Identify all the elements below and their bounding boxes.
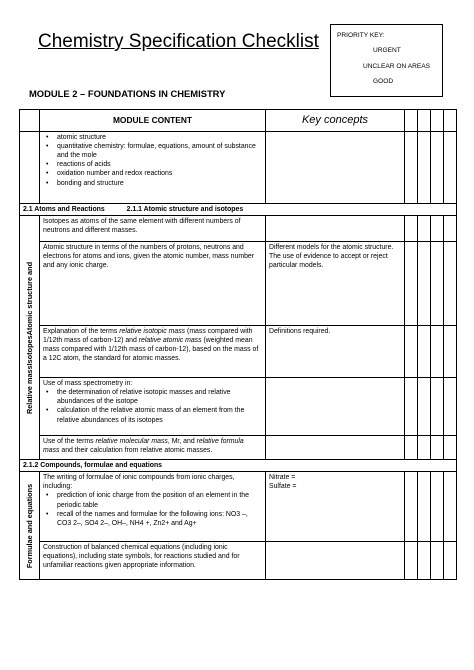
- check-cell[interactable]: [431, 378, 444, 436]
- table-row: [20, 436, 457, 460]
- check-cell[interactable]: [444, 242, 457, 326]
- content-text: Explanation of the terms: [43, 328, 120, 336]
- section-heading: 2.1.2 Compounds, formulae and equations: [23, 462, 162, 470]
- checklist-table: [19, 109, 457, 580]
- check-cell[interactable]: [444, 216, 457, 242]
- list-item: • prediction of ionic charge from the position of an element in the periodic table: [43, 491, 262, 509]
- section-heading-row: [20, 204, 457, 216]
- check-cell[interactable]: [431, 216, 444, 242]
- list-item: • the determination of relative isotopic masses and relative abundances of the isotope: [43, 388, 262, 406]
- check-cell[interactable]: [405, 242, 418, 326]
- header-key-concepts: Key concepts: [266, 110, 405, 132]
- module-content-cell: Atomic structure in terms of the numbers of protons, neutrons and electrons for atoms and ions, given the atomic number, mass number and any ionic charge.: [40, 242, 266, 326]
- content-text: Use of the terms: [43, 438, 96, 446]
- list-item: • calculation of the relative atomic mass of an element from the relative abundances of its isotopes: [43, 406, 262, 424]
- priority-good: GOOD: [373, 78, 394, 85]
- check-cell[interactable]: [405, 542, 418, 580]
- key-concept-text: Different models for the atomic structure.: [269, 244, 394, 252]
- list-item: • recall of the names and formulae for the following ions: NO3 –, CO3 2–, SO4 2–, OH–, NH4 +, Zn2+ and Ag+: [43, 510, 262, 528]
- list-item: • oxidation number and redox reactions: [43, 169, 262, 178]
- table-row: [20, 472, 457, 542]
- check-cell[interactable]: [431, 242, 444, 326]
- check-cell[interactable]: [431, 436, 444, 460]
- priority-key-box: [330, 24, 443, 97]
- content-text: (mass compared with 1/12th mass of carbon-12) and: [43, 328, 253, 345]
- header-blank-cell: [20, 110, 40, 132]
- module-content-cell: Isotopes as atoms of the same element with different numbers of neutrons and different masses.: [40, 216, 266, 242]
- ionic-formulae-list: [43, 491, 262, 527]
- check-cell[interactable]: [418, 378, 431, 436]
- check-cell[interactable]: [444, 110, 457, 132]
- table-header-row: [20, 110, 457, 132]
- section-subheading: 2.1.1 Atomic structure and isotopes: [126, 206, 244, 213]
- intro-topic-list: [43, 133, 262, 188]
- intro-row: [20, 132, 457, 204]
- check-cell[interactable]: [431, 472, 444, 542]
- table-row: [20, 542, 457, 580]
- table-row: [20, 378, 457, 436]
- check-cell[interactable]: [444, 326, 457, 378]
- term-relative-formula-mass: relative formula mass: [43, 438, 244, 455]
- intro-topic-list-cell: [40, 132, 266, 204]
- check-cell[interactable]: [405, 472, 418, 542]
- check-cell[interactable]: [431, 542, 444, 580]
- key-concepts-cell: [266, 436, 405, 460]
- page-title: Chemistry Specification Checklist: [38, 31, 319, 52]
- key-concepts-cell: [266, 132, 405, 204]
- check-cell[interactable]: [431, 110, 444, 132]
- key-concepts-cell: [266, 472, 405, 542]
- list-item: • reactions of acids: [43, 160, 262, 169]
- intro-blank-cell: [20, 132, 40, 204]
- table-row: [20, 326, 457, 378]
- content-text: and their calculation from relative atomic masses.: [59, 447, 213, 455]
- check-cell[interactable]: [418, 542, 431, 580]
- check-cell[interactable]: [405, 132, 418, 204]
- check-cell[interactable]: [418, 472, 431, 542]
- table-row: [20, 216, 457, 242]
- check-cell[interactable]: [431, 132, 444, 204]
- term-relative-atomic-mass: relative atomic mass: [138, 337, 202, 345]
- check-cell[interactable]: [405, 436, 418, 460]
- check-cell[interactable]: [418, 326, 431, 378]
- check-cell[interactable]: [405, 216, 418, 242]
- key-concepts-cell: [266, 378, 405, 436]
- content-text: (weighted mean mass compared with 1/12th mass of carbon-12), based on the mass of a 12C atom, the standard for atomic masses.: [43, 337, 259, 363]
- list-item: • quantitative chemistry: formulae, equations, amount of substance and the mole: [43, 142, 262, 160]
- priority-unclear: UNCLEAR ON AREAS: [363, 63, 431, 70]
- key-concepts-cell: [266, 216, 405, 242]
- check-cell[interactable]: [418, 242, 431, 326]
- check-cell[interactable]: [444, 542, 457, 580]
- priority-urgent: URGENT: [373, 47, 401, 54]
- mass-spec-list: [43, 388, 262, 424]
- section-heading-cell: [20, 460, 457, 472]
- key-concept-text: Nitrate =: [269, 474, 296, 482]
- module-content-cell: [40, 326, 266, 378]
- content-text: The writing of formulae of ionic compounds from ionic charges, including:: [43, 474, 235, 491]
- vertical-section-label: Formulae and equations: [24, 483, 34, 568]
- key-concept-text: Sulfate =: [269, 483, 297, 491]
- module-content-cell: [40, 472, 266, 542]
- key-concepts-cell: Definitions required.: [266, 326, 405, 378]
- check-cell[interactable]: [418, 436, 431, 460]
- module-content-cell: [40, 378, 266, 436]
- content-text: , Mr, and: [167, 438, 197, 446]
- check-cell[interactable]: [418, 216, 431, 242]
- key-concepts-cell: [266, 242, 405, 326]
- section-heading-cell: [20, 204, 457, 216]
- header-module-content: MODULE CONTENT: [40, 110, 266, 132]
- table-row: [20, 242, 457, 326]
- term-relative-molecular-mass: relative molecular mass: [95, 438, 168, 446]
- check-cell[interactable]: [405, 110, 418, 132]
- term-relative-isotopic-mass: relative isotopic mass: [119, 328, 186, 336]
- check-cell[interactable]: [444, 132, 457, 204]
- check-cell[interactable]: [418, 132, 431, 204]
- key-concept-text: The use of evidence to accept or reject particular models.: [269, 253, 388, 270]
- section-heading: 2.1 Atoms and Reactions: [23, 206, 105, 213]
- check-cell[interactable]: [444, 378, 457, 436]
- check-cell[interactable]: [418, 110, 431, 132]
- content-text: Use of mass spectrometry in:: [43, 380, 133, 388]
- module-title: MODULE 2 – FOUNDATIONS IN CHEMISTRY: [29, 88, 226, 99]
- check-cell[interactable]: [431, 326, 444, 378]
- vertical-label-cell: [20, 472, 40, 580]
- module-content-cell: [40, 436, 266, 460]
- list-item: • atomic structure: [43, 133, 262, 142]
- vertical-section-label: Relative massIsotopesAtomic structure and: [24, 261, 34, 414]
- module-content-cell: Construction of balanced chemical equations (including ionic equations), including state symbols, for reactions studied and for unfamiliar reactions given appropriate information.: [40, 542, 266, 580]
- check-cell[interactable]: [405, 326, 418, 378]
- priority-key-label: PRIORITY KEY:: [337, 32, 385, 39]
- check-cell[interactable]: [444, 436, 457, 460]
- list-item: • bonding and structure: [43, 179, 262, 188]
- key-concepts-cell: [266, 542, 405, 580]
- vertical-label-cell: [20, 216, 40, 460]
- section-heading-row: [20, 460, 457, 472]
- check-cell[interactable]: [444, 472, 457, 542]
- check-cell[interactable]: [405, 378, 418, 436]
